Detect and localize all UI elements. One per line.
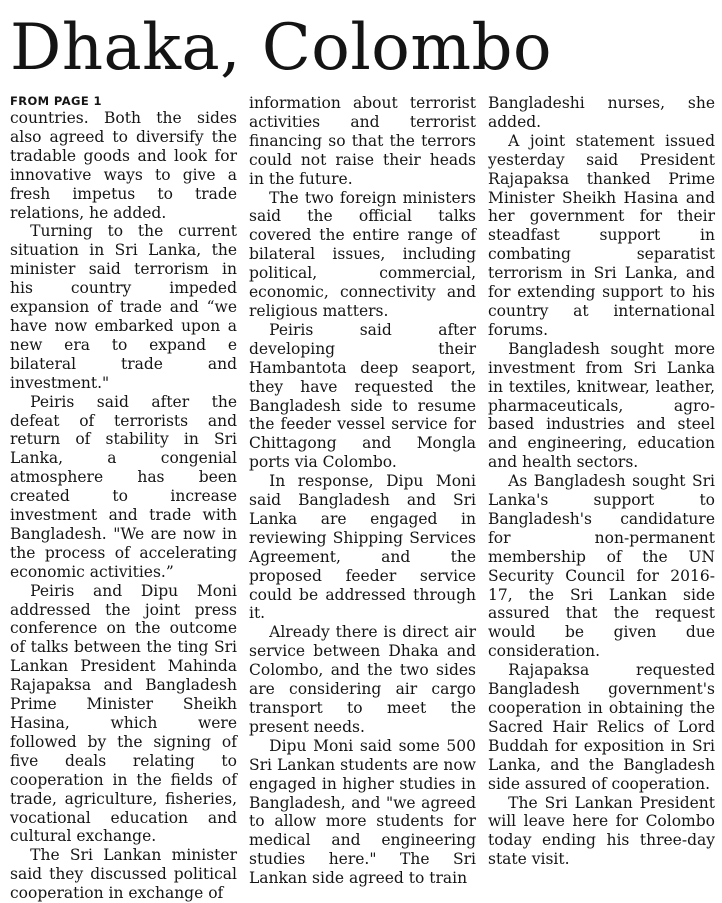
article-paragraph: Turning to the current situation in Sri Lanka, the minister said terrorism in his country impeded expansion of trade and “we have now embarked upon a new era to expand e bilateral trade and investment." <box>10 222 237 392</box>
newspaper-clipping <box>0 11 722 903</box>
article-paragraph: Peiris said after the defeat of terrorists and return of stability in Sri Lanka, a congenial atmosphere has been created to increase investment and trade with Bangladesh. "We are now in the process of accelerating economic activities.” <box>10 392 237 581</box>
article-column-1 <box>10 94 237 903</box>
article-paragraph: countries. Both the sides also agreed to diversify the tradable goods and look for innovative ways to give a fresh impetus to trade relations, he added. <box>10 109 237 222</box>
article-paragraph: information about terrorist activities and terrorist financing so that the terrors could not raise their heads in the future. <box>249 94 476 188</box>
jump-label: FROM PAGE 1 <box>10 94 102 108</box>
article-column-2 <box>249 94 476 888</box>
article-paragraph: The two foreign ministers said the official talks covered the entire range of bilateral issues, including political, commercial, economic, connectivity and religious matters. <box>249 188 476 320</box>
article-paragraph: Peiris and Dipu Moni addressed the joint press conference on the outcome of talks between the ting Sri Lankan President Mahinda Rajapaksa and Bangladesh Prime Minister Sheikh Hasina, which were followed by the signing of five deals relating to cooperation in the fields of trade, agriculture, fisheries, vocational education and cultural exchange. <box>10 581 237 846</box>
article-paragraph: The Sri Lankan minister said they discussed political cooperation in exchange of <box>10 846 237 903</box>
article-paragraph: Dipu Moni said some 500 Sri Lankan students are now engaged in higher studies in Bangladesh, and "we agreed to allow more students for medical and engineering studies here." The Sri Lankan side agreed to train <box>249 736 476 888</box>
article-columns <box>10 94 715 903</box>
article-paragraph: Rajapaksa requested Bangladesh government's cooperation in obtaining the Sacred Hair Relics of Lord Buddah for exposition in Sri Lanka, and the Bangladesh side assured of cooperation. <box>488 661 715 793</box>
article-paragraph: Peiris said after developing their Hambantota deep seaport, they have requested the Bangladesh side to resume the feeder vessel service for Chittagong and Mongla ports via Colombo. <box>249 320 476 472</box>
article-paragraph: Already there is direct air service between Dhaka and Colombo, and the two sides are considering air cargo transport to meet the present needs. <box>249 623 476 736</box>
article-paragraph: The Sri Lankan President will leave here for Colombo today ending his three-day state visit. <box>488 793 715 869</box>
headline: Dhaka, Colombo <box>10 11 552 85</box>
article-paragraph: In response, Dipu Moni said Bangladesh and Sri Lanka are engaged in reviewing Shipping Services Agreement, and the proposed feeder service could be addressed through it. <box>249 472 476 623</box>
article-paragraph: As Bangladesh sought Sri Lanka's support to Bangladesh's candidature for non-permanent membership of the UN Security Council for 2016-17, the Sri Lankan side assured that the request would be given due consideration. <box>488 472 715 661</box>
article-paragraph: Bangladeshi nurses, she added. <box>488 94 715 131</box>
article-paragraph: Bangladesh sought more investment from Sri Lanka in textiles, knitwear, leather, pharmaceuticals, agro-based industries and steel and engineering, education and health sectors. <box>488 339 715 472</box>
article-column-3 <box>488 94 715 869</box>
article-paragraph: A joint statement issued yesterday said President Rajapaksa thanked Prime Minister Sheikh Hasina and her government for their steadfast support in combating separatist terrorism in Sri Lanka, and for extending support to his country at international forums. <box>488 131 715 339</box>
